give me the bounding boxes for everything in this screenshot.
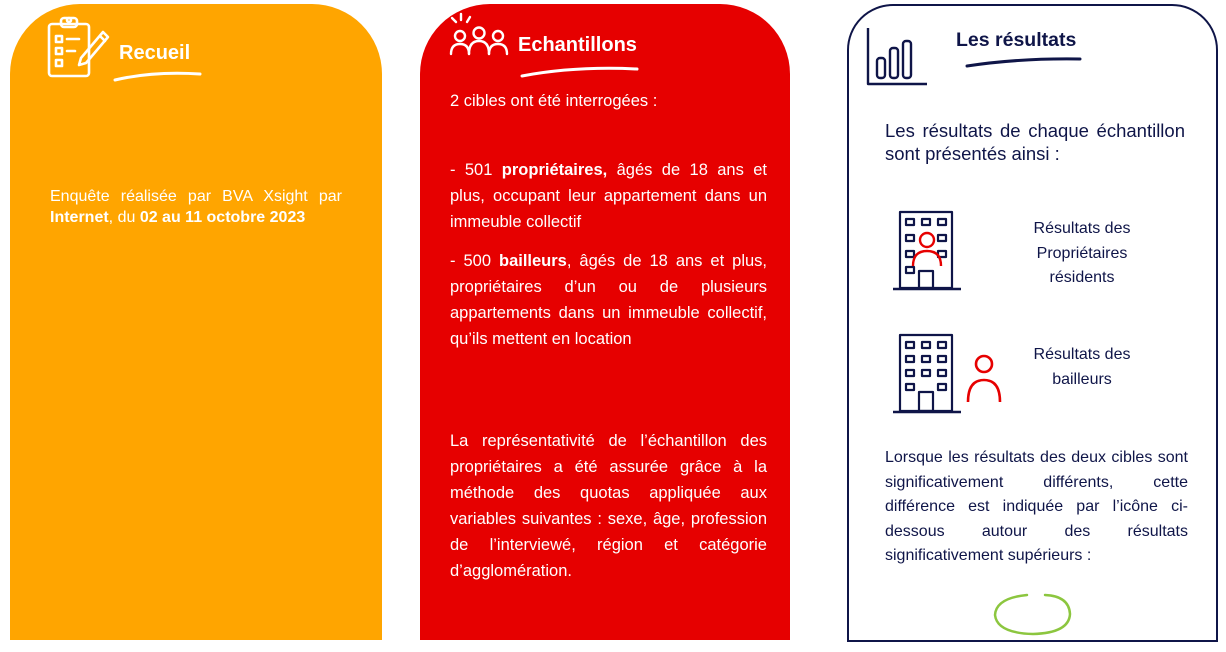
item1-part-1: - 501 — [450, 161, 502, 179]
title-underline — [113, 70, 203, 82]
owners-legend-label: Résultats des Propriétaires résidents — [1033, 220, 1131, 286]
people-group-icon — [448, 12, 510, 62]
green-circle-icon — [991, 590, 1075, 638]
item2-part-3: , âgés de 18 ans et plus, propriétaires d’un ou de plusieurs appartements dans un immeuble collectif, qu’ils mettent en location — [450, 252, 767, 348]
item2-part-1: - 500 — [450, 252, 499, 270]
resultats-note: Lorsque les résultats des deux cibles sont significativement différents, cette différence est indiquée par l’icône ci-dessous autour des résultats significativement supérieurs : — [885, 449, 1188, 564]
item2-part-2: bailleurs — [498, 252, 567, 270]
clipboard-checklist-icon — [45, 12, 113, 80]
recueil-card — [10, 4, 382, 640]
recueil-title: Recueil — [119, 42, 191, 64]
recueil-text-4: 02 au 11 octobre 2023 — [139, 209, 306, 226]
echantillons-representativite: La représentativité de l’échantillon des propriétaires a été assurée grâce à la méthode des quotas appliquée aux variables suivantes : sexe, âge, profession de l’interviewé, région et catégorie d’agglomération. — [450, 432, 767, 580]
building-and-person-icon — [891, 332, 1011, 416]
echantillons-item-1 — [450, 157, 767, 235]
echantillons-title: Echantillons — [518, 34, 637, 56]
resultats-title: Les résultats — [956, 29, 1077, 51]
echantillons-item-2 — [450, 248, 767, 352]
recueil-text-1: Enquête réalisée par BVA Xsight par — [50, 188, 342, 205]
title-underline — [965, 54, 1083, 68]
echantillons-card — [420, 4, 790, 640]
echantillons-intro: 2 cibles ont été interrogées : — [450, 92, 658, 110]
recueil-text-2: Internet — [50, 209, 109, 226]
recueil-text-3: , du — [108, 209, 140, 226]
resultats-intro: Les résultats de chaque échantillon sont présentés ainsi : — [885, 120, 1185, 164]
title-underline — [520, 64, 640, 78]
bar-chart-icon — [865, 26, 929, 88]
building-with-person-icon — [891, 209, 965, 293]
resultats-card — [847, 4, 1218, 642]
landlords-legend-label: Résultats des bailleurs — [1033, 346, 1131, 388]
item1-part-3: âgés de 18 ans et plus, occupant leur appartement dans un immeuble collectif — [450, 161, 767, 231]
recueil-text — [50, 186, 342, 228]
item1-part-2: propriétaires, — [501, 161, 608, 179]
